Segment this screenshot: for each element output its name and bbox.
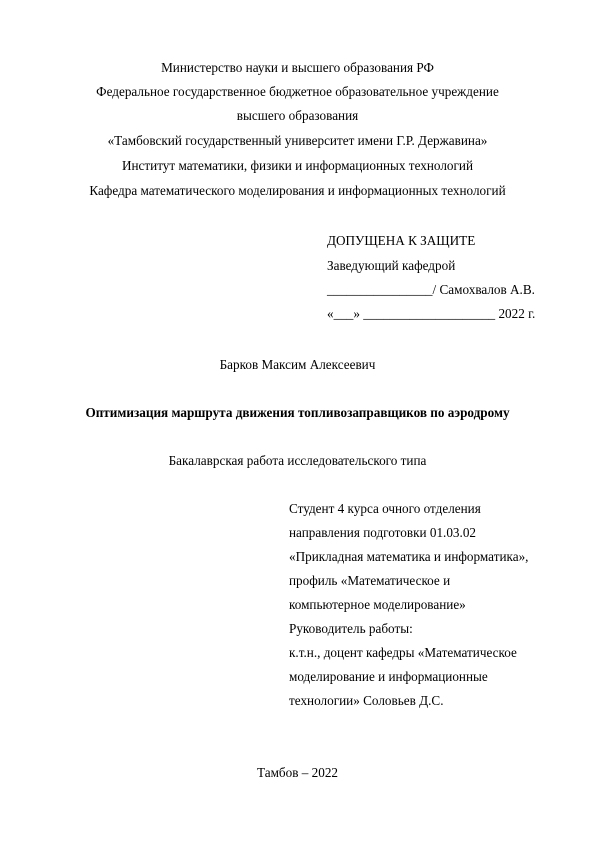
student-info-line: «Прикладная математика и информатика», [289,549,529,564]
supervisor-info-line: к.т.н., доцент кафедры «Математическое [289,645,517,660]
student-info-line: компьютерное моделирование» [289,597,466,612]
university-name: «Тамбовский государственный университет имени Г.Р. Державина» [107,133,488,148]
approval-date: «___» ____________________ 2022 г. [327,306,536,321]
approval-title: ДОПУЩЕНА К ЗАЩИТЕ [327,233,476,248]
supervisor-info-line: технологии» Соловьев Д.С. [289,693,444,708]
institution-name-line1: Федеральное государственное бюджетное образовательное учреждение [96,84,499,99]
work-type: Бакалаврская работа исследовательского типа [168,453,427,468]
supervisor-label: Руководитель работы: [289,621,413,636]
institute-name: Институт математики, физики и информационных технологий [121,158,474,173]
supervisor-info-line: моделирование и информационные [289,669,488,684]
approval-position: Заведующий кафедрой [327,258,456,273]
city-year: Тамбов – 2022 [256,765,339,780]
institution-name-line2: высшего образования [236,108,359,123]
student-info-line: направления подготовки 01.03.02 [289,525,477,540]
thesis-title: Оптимизация маршрута движения топливозаправщиков по аэродрому [85,405,510,420]
student-info-line: профиль «Математическое и [289,573,451,588]
author-name: Барков Максим Алексеевич [219,357,376,372]
department-name: Кафедра математического моделирования и информационных технологий [89,183,506,198]
ministry-name: Министерство науки и высшего образования РФ [161,60,434,75]
approval-signature: ________________/ Самохвалов А.В. [327,282,535,297]
student-info-line: Студент 4 курса очного отделения [289,501,481,516]
